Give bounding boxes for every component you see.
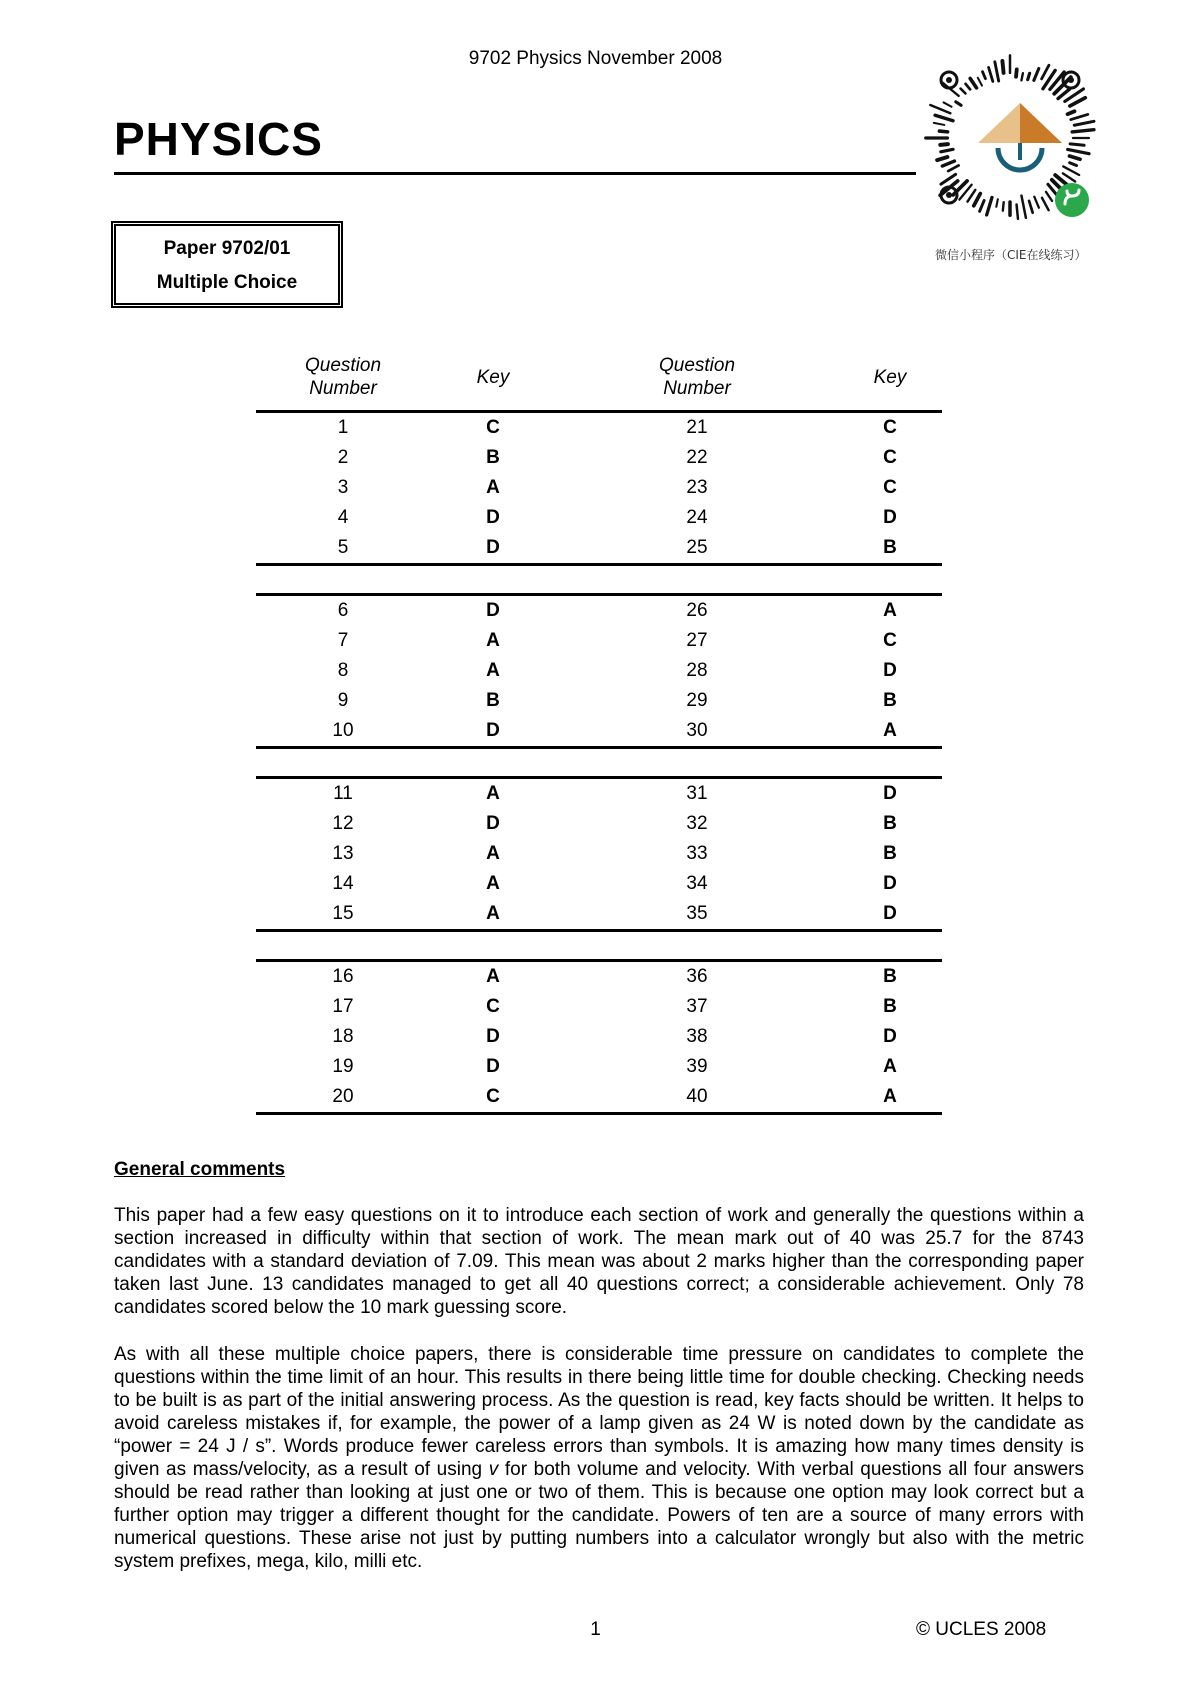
question-number-cell: 32 bbox=[686, 813, 708, 834]
table-row bbox=[256, 412, 942, 444]
question-number-cell: 3 bbox=[337, 477, 349, 498]
key-cell: B bbox=[486, 447, 500, 468]
question-header-line2: Number bbox=[663, 378, 731, 399]
question-header-line2: Number bbox=[309, 378, 377, 399]
key-cell: A bbox=[486, 477, 500, 498]
table-row bbox=[256, 503, 942, 533]
key-cell: D bbox=[486, 507, 500, 528]
page-number: 1 bbox=[590, 1619, 601, 1640]
key-cell: C bbox=[883, 630, 897, 651]
table-row bbox=[256, 1052, 942, 1082]
mini-program-qr[interactable] bbox=[920, 48, 1110, 263]
question-number-cell: 27 bbox=[686, 630, 708, 651]
key-cell: B bbox=[486, 690, 500, 711]
question-number-cell: 17 bbox=[332, 996, 354, 1017]
question-number-cell: 36 bbox=[556, 961, 838, 993]
key-cell: A bbox=[430, 899, 556, 931]
key-cell: D bbox=[430, 533, 556, 565]
table-row bbox=[256, 899, 942, 931]
question-number-cell: 40 bbox=[556, 1082, 838, 1114]
question-number-cell: 16 bbox=[256, 961, 430, 993]
key-cell: D bbox=[883, 873, 897, 894]
question-number-cell: 6 bbox=[256, 595, 430, 627]
key-cell: D bbox=[430, 595, 556, 627]
table-row bbox=[256, 443, 942, 473]
key-cell: B bbox=[883, 843, 897, 864]
key-cell: D bbox=[486, 813, 500, 834]
table-header-row bbox=[256, 354, 942, 412]
question-number-cell: 38 bbox=[686, 1026, 708, 1047]
question-number-header bbox=[256, 354, 430, 412]
paragraph-text: As with all these multiple choice papers, there is considerable time pressure on candidates to complete the questions within the time limit of an hour. This results in there being little time for double checking. Checking needs to be built is as part of the initial answering process. As the question is read, key facts should be written. It helps to avoid careless mistakes if, for example, the power of a lamp given as 24 W is noted down by the candidate as “power = 24 J / s”. Words produce fewer careless errors than symbols. It is amazing how many times density is given as mass/velocity, as a result of using bbox=[114, 1344, 1084, 1480]
copyright: © UCLES 2008 bbox=[916, 1619, 1047, 1640]
key-cell: D bbox=[486, 1056, 500, 1077]
question-number-cell: 34 bbox=[686, 873, 708, 894]
question-number-cell: 28 bbox=[686, 660, 708, 681]
key-cell: D bbox=[883, 660, 897, 681]
key-cell: D bbox=[838, 778, 942, 810]
exam-header: 9702 Physics November 2008 bbox=[468, 48, 723, 69]
qr-caption: 微信小程序（CIE在线练习） bbox=[935, 248, 1087, 262]
key-cell: B bbox=[883, 813, 897, 834]
table-row bbox=[256, 1082, 942, 1114]
question-header-line1: Question bbox=[658, 355, 736, 376]
question-number-cell: 9 bbox=[337, 690, 349, 711]
paper-number: Paper 9702/01 bbox=[163, 238, 291, 259]
key-cell: D bbox=[883, 1026, 897, 1047]
table-row bbox=[256, 992, 942, 1022]
key-header: Key bbox=[430, 354, 556, 412]
key-cell: A bbox=[430, 778, 556, 810]
qr-code-icon bbox=[920, 48, 1100, 228]
general-comments-heading: General comments bbox=[114, 1159, 286, 1180]
table-row bbox=[256, 961, 942, 993]
question-number-cell: 24 bbox=[686, 507, 708, 528]
key-cell: B bbox=[838, 961, 942, 993]
key-cell: B bbox=[883, 996, 897, 1017]
question-number-cell: 29 bbox=[686, 690, 708, 711]
table-row bbox=[256, 809, 942, 839]
key-cell: A bbox=[486, 843, 500, 864]
table-row bbox=[256, 473, 942, 503]
question-number-cell: 31 bbox=[556, 778, 838, 810]
comments-paragraph-1: This paper had a few easy questions on it to introduce each section of work and generally the questions within a section increased in difficulty within that section of work. The mean mark out of 40 was 25.7 for the 8743 candidates with a standard deviation of 7.09. This mean was about 2 marks higher than the corresponding paper taken last June. 13 candidates managed to get all 40 questions correct; a considerable achievement. Only 78 candidates scored below the 10 mark guessing score. bbox=[114, 1205, 1084, 1318]
answer-key-table bbox=[256, 354, 942, 1115]
table-row bbox=[256, 778, 942, 810]
table-row bbox=[256, 686, 942, 716]
question-number-cell: 2 bbox=[337, 447, 349, 468]
key-cell: D bbox=[883, 507, 897, 528]
key-header: Key bbox=[838, 354, 942, 412]
question-number-cell: 39 bbox=[686, 1056, 708, 1077]
table-row bbox=[256, 869, 942, 899]
page-title: PHYSICS bbox=[114, 113, 323, 165]
key-cell: A bbox=[838, 716, 942, 748]
paper-type: Multiple Choice bbox=[156, 272, 298, 293]
key-cell: C bbox=[883, 447, 897, 468]
key-cell: C bbox=[430, 1082, 556, 1114]
key-cell: C bbox=[883, 477, 897, 498]
question-number-cell: 11 bbox=[256, 778, 430, 810]
table-row bbox=[256, 626, 942, 656]
question-number-cell: 30 bbox=[556, 716, 838, 748]
question-number-cell: 4 bbox=[337, 507, 349, 528]
paragraph-text: for both volume and velocity. With verbal questions all four answers should be read rather than looking at just one or two of them. This is because one option may look correct but a further option may trigger a different thought for the candidate. Powers of ten are a source of many errors with numerical questions. These arise not just by putting numbers into a calculator wrongly but also with the metric system prefixes, mega, kilo, milli etc. bbox=[114, 1459, 1084, 1572]
question-number-cell: 33 bbox=[686, 843, 708, 864]
question-number-cell: 19 bbox=[332, 1056, 354, 1077]
group-spacer bbox=[256, 748, 942, 778]
key-cell: D bbox=[838, 899, 942, 931]
question-number-cell: 22 bbox=[686, 447, 708, 468]
key-cell: A bbox=[838, 1082, 942, 1114]
title-divider bbox=[114, 172, 916, 175]
question-number-cell: 8 bbox=[337, 660, 349, 681]
key-cell: B bbox=[838, 533, 942, 565]
question-number-cell: 18 bbox=[332, 1026, 354, 1047]
question-number-cell: 21 bbox=[686, 417, 708, 438]
table-row bbox=[256, 839, 942, 869]
key-cell: A bbox=[430, 961, 556, 993]
key-cell: A bbox=[486, 660, 500, 681]
question-number-cell: 23 bbox=[686, 477, 708, 498]
key-cell: D bbox=[430, 716, 556, 748]
group-spacer bbox=[256, 931, 942, 961]
question-number-cell: 15 bbox=[256, 899, 430, 931]
question-header-line1: Question bbox=[304, 355, 382, 376]
key-cell: C bbox=[883, 417, 897, 438]
key-cell: A bbox=[838, 595, 942, 627]
key-cell: A bbox=[883, 1056, 897, 1077]
paper-info-box bbox=[111, 221, 343, 308]
table-row bbox=[256, 595, 942, 627]
question-number-cell: 35 bbox=[556, 899, 838, 931]
question-number-cell: 1 bbox=[337, 417, 349, 438]
question-number-cell: 26 bbox=[556, 595, 838, 627]
question-number-cell: 25 bbox=[556, 533, 838, 565]
table-row bbox=[256, 656, 942, 686]
key-cell: C bbox=[486, 996, 500, 1017]
comments-paragraph-2 bbox=[114, 1343, 1084, 1573]
question-number-cell: 5 bbox=[256, 533, 430, 565]
question-number-header bbox=[556, 354, 838, 412]
table-row bbox=[256, 533, 942, 565]
question-number-cell: 20 bbox=[256, 1082, 430, 1114]
symbol-v: v bbox=[488, 1459, 499, 1480]
key-cell: B bbox=[883, 690, 897, 711]
question-number-cell: 12 bbox=[332, 813, 354, 834]
key-cell: A bbox=[486, 630, 500, 651]
table-row bbox=[256, 1022, 942, 1052]
table-row bbox=[256, 716, 942, 748]
question-number-cell: 14 bbox=[332, 873, 354, 894]
key-cell: D bbox=[486, 1026, 500, 1047]
question-number-cell: 37 bbox=[686, 996, 708, 1017]
question-number-cell: 7 bbox=[337, 630, 349, 651]
key-cell: A bbox=[486, 873, 500, 894]
key-cell: C bbox=[486, 417, 500, 438]
group-spacer bbox=[256, 565, 942, 595]
question-number-cell: 13 bbox=[332, 843, 354, 864]
question-number-cell: 10 bbox=[256, 716, 430, 748]
